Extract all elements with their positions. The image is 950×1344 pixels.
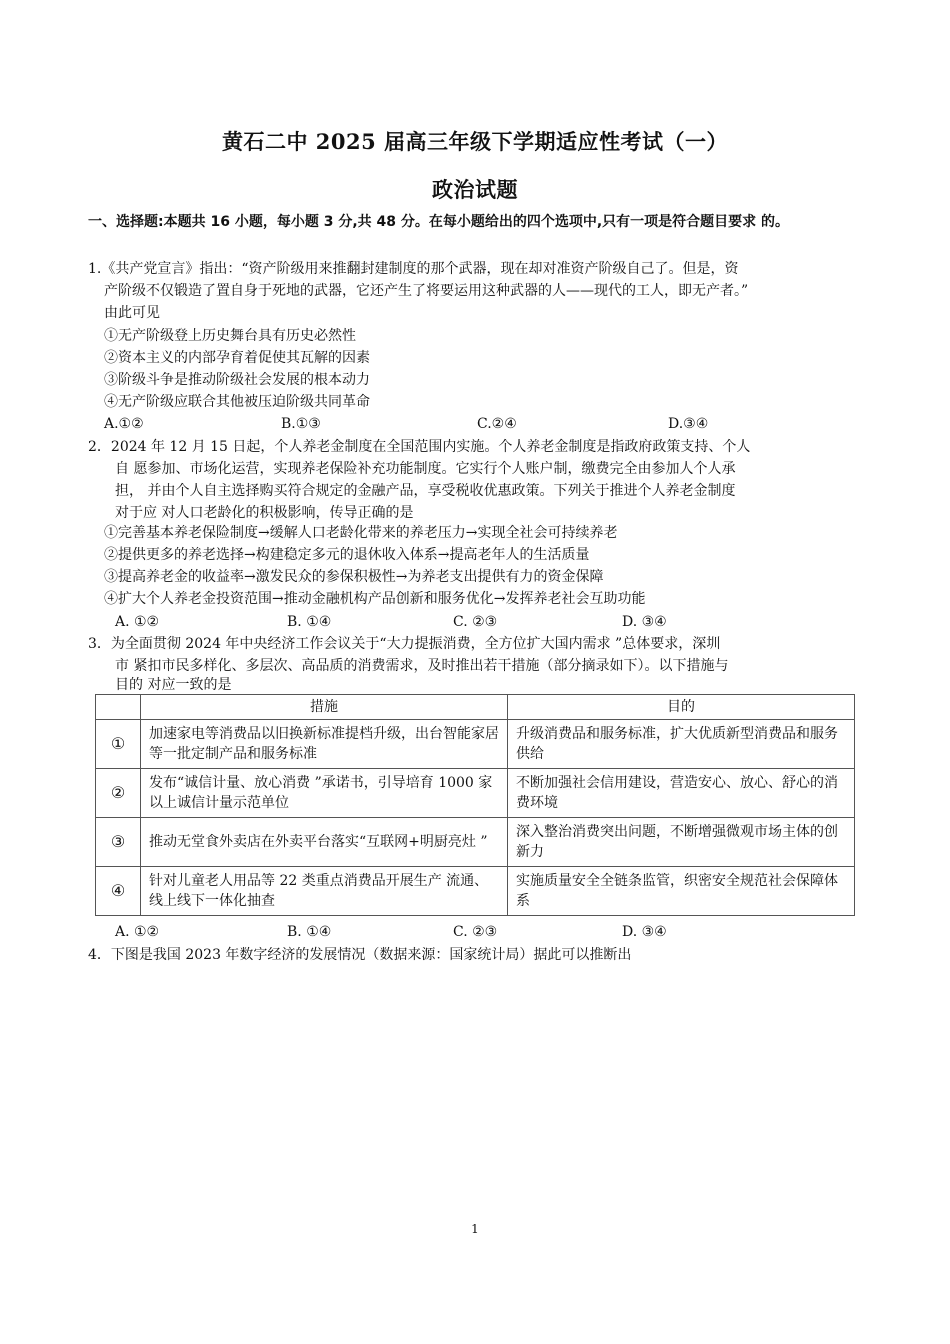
exam-title: 黄石二中 2025 届高三年级下学期适应性考试（一） — [221, 129, 729, 154]
q4-line: 4．下图是我国 2023 年数字经济的发展情况（数据来源：国家统计局）据此可以推断出 — [88, 947, 632, 963]
table-header-index — [96, 695, 141, 720]
q1-option-a[interactable]: A.①② — [104, 416, 144, 432]
q2-line: 2．2024 年 12 月 15 日起，个人养老金制度在全国范围内实施。个人养老金制度是指政府政策支持、个人 — [88, 439, 751, 455]
q2-option-d[interactable]: D. ③④ — [622, 614, 667, 630]
measure-cell: 加速家电等消费品以旧换新标准提档升级，出台智能家居等一批定制产品和服务标准 — [141, 720, 508, 769]
q1-line: 1.《共产党宣言》指出：“资产阶级用来推翻封建制度的那个武器，现在却对准资产阶级自己了。但是，资 — [88, 261, 739, 277]
measures-table — [95, 694, 855, 916]
measure-cell: 推动无堂食外卖店在外卖平台落实“互联网+明厨亮灶 ” — [141, 818, 508, 867]
q2-item: ③提高养老金的收益率→激发民众的参保积极性→为养老支出提供有力的资金保障 — [104, 569, 604, 585]
q3-option-b[interactable]: B. ①④ — [287, 924, 332, 940]
q3-line: 目的 对应一致的是 — [115, 677, 232, 693]
q2-item: ①完善基本养老保险制度→缓解人口老龄化带来的养老压力→实现全社会可持续养老 — [104, 525, 618, 541]
row-number: ② — [96, 769, 141, 818]
table-header-measure: 措施 — [141, 695, 508, 720]
q2-line: 自 愿参加、市场化运营，实现养老保险补充功能制度。它实行个人账户制，缴费完全由参加人个人承 — [115, 461, 736, 477]
table-row — [96, 818, 855, 867]
row-number: ④ — [96, 867, 141, 916]
purpose-cell: 不断加强社会信用建设，营造安心、放心、舒心的消费环境 — [508, 769, 855, 818]
table-row — [96, 769, 855, 818]
q2-item: ④扩大个人养老金投资范围→推动金融机构产品创新和服务优化→发挥养老社会互助功能 — [104, 591, 646, 607]
q2-option-b[interactable]: B. ①④ — [287, 614, 332, 630]
q3-option-a[interactable]: A. ①② — [115, 924, 160, 940]
q1-item: ②资本主义的内部孕育着促使其瓦解的因素 — [104, 350, 370, 366]
q3-line: 市 紧扣市民多样化、多层次、高品质的消费需求，及时推出若干措施（部分摘录如下）。以下措施与 — [115, 658, 729, 674]
q1-option-b[interactable]: B.①③ — [281, 416, 321, 432]
q1-item: ①无产阶级登上历史舞台具有历史必然性 — [104, 328, 356, 344]
measure-cell: 发布“诚信计量、放心消费 ”承诺书，引导培育 1000 家以上诚信计量示范单位 — [141, 769, 508, 818]
q1-line: 产阶级不仅锻造了置自身于死地的武器，它还产生了将要运用这种武器的人——现代的工人，即无产者。” — [104, 283, 749, 299]
purpose-cell: 升级消费品和服务标准，扩大优质新型消费品和服务供给 — [508, 720, 855, 769]
q2-option-a[interactable]: A. ①② — [115, 614, 160, 630]
q3-line: 3．为全面贯彻 2024 年中央经济工作会议关于“大力提振消费，全方位扩大国内需求 ”总体要求，深圳 — [88, 636, 721, 652]
q1-item: ③阶级斗争是推动阶级社会发展的根本动力 — [104, 372, 370, 388]
purpose-cell: 实施质量安全全链条监管，织密安全规范社会保障体系 — [508, 867, 855, 916]
table-row — [96, 867, 855, 916]
q1-option-d[interactable]: D.③④ — [668, 416, 709, 432]
purpose-cell: 深入整治消费突出问题，不断增强微观市场主体的创新力 — [508, 818, 855, 867]
q2-item: ②提供更多的养老选择→构建稳定多元的退休收入体系→提高老年人的生活质量 — [104, 547, 590, 563]
page-number: 1 — [471, 1222, 479, 1236]
q2-line: 对于应 对人口老龄化的积极影响，传导正确的是 — [115, 505, 414, 521]
section-header: 一、选择题:本题共 16 小题，每小题 3 分,共 48 分。在每小题给出的四个选项中,只有一项是符合题目要求 的。 — [88, 214, 790, 230]
subject-title: 政治试题 — [432, 177, 518, 202]
q2-option-c[interactable]: C. ②③ — [453, 614, 498, 630]
q1-line: 由此可见 — [104, 305, 160, 321]
measure-cell: 针对儿童老人用品等 22 类重点消费品开展生产 流通、线上线下一体化抽查 — [141, 867, 508, 916]
table-row — [96, 720, 855, 769]
q3-option-d[interactable]: D. ③④ — [622, 924, 667, 940]
q3-option-c[interactable]: C. ②③ — [453, 924, 498, 940]
table-header-purpose: 目的 — [508, 695, 855, 720]
row-number: ① — [96, 720, 141, 769]
q1-option-c[interactable]: C.②④ — [477, 416, 517, 432]
row-number: ③ — [96, 818, 141, 867]
q1-item: ④无产阶级应联合其他被压迫阶级共同革命 — [104, 394, 370, 410]
q2-line: 担， 并由个人自主选择购买符合规定的金融产品，享受税收优惠政策。下列关于推进个人养老金制度 — [115, 483, 736, 499]
